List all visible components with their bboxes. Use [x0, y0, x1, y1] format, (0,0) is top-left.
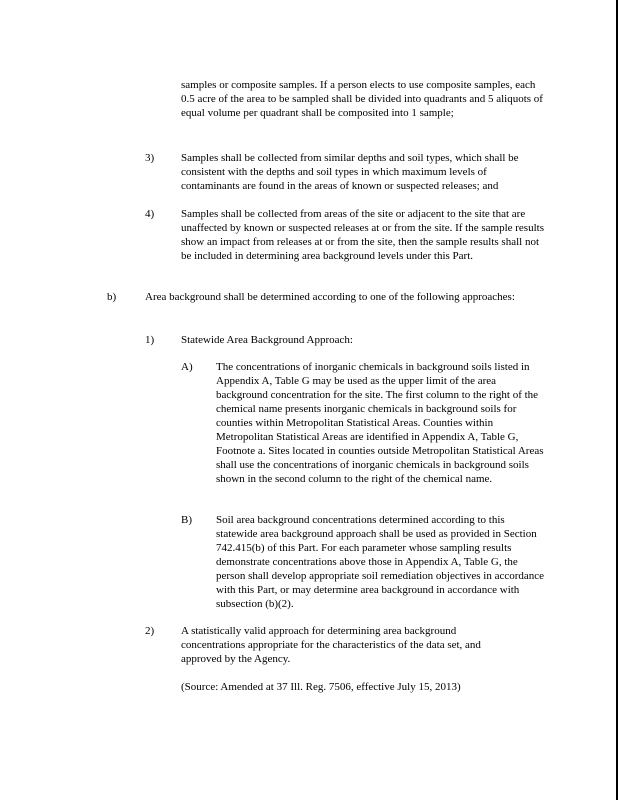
intro-paragraph: samples or composite samples. If a person elects to use composite samples, each 0.5 acre of the area to be sampled shall be divided into quadrants and 5 aliquots of equal volume per quadrant shall be composited into 1 sample;	[181, 79, 543, 119]
item-b1-text: Statewide Area Background Approach:	[181, 334, 353, 346]
item-4-label: 4)	[145, 208, 155, 220]
item-4-text: Samples shall be collected from areas of the site or adjacent to the site that are unaffected by known or suspected releases at or from the site. If the sample results show an impact from releases at or from the site, then the sample results shall not be included in determining area background levels under this Part.	[181, 208, 544, 262]
item-3-text: Samples shall be collected from similar depths and soil types, which shall be consistent with the depths and soil types in which maximum levels of contaminants are found in the areas of known or suspected releases; and	[181, 152, 519, 192]
item-b1-label: 1)	[145, 334, 155, 346]
item-b2-label: 2)	[145, 625, 155, 637]
subsection-b-label: b)	[107, 291, 117, 303]
item-b1b-label: B)	[181, 514, 192, 526]
subsection-b-text: Area background shall be determined according to one of the following approaches:	[145, 291, 515, 303]
item-b2-text: A statistically valid approach for determining area background concentrations appropriate for the characteristics of the data set, and approved by the Agency.	[181, 625, 481, 665]
item-3-label: 3)	[145, 152, 155, 164]
item-b1a-text: The concentrations of inorganic chemicals in background soils listed in Appendix A, Table G may be used as the upper limit of the area background concentration for the site. The first column to the right of the chemical name presents inorganic chemicals in background soils for counties within Metropolitan Statistical Areas. Counties within Metropolitan Statistical Areas are identified in Appendix A, Table G, Footnote a. Sites located in counties outside Metropolitan Statistical Areas shall use the concentrations of inorganic chemicals in background soils shown in the second column to the right of the chemical name.	[216, 361, 544, 485]
item-b1b-text: Soil area background concentrations determined according to this statewide area background approach shall be used as provided in Section 742.415(b) of this Part. For each parameter whose sampling results demonstrate concentrations above those in Appendix A, Table G, the person shall develop appropriate soil remediation objectives in accordance with this Part, or may determine area background in accordance with subsection (b)(2).	[216, 514, 545, 610]
source-note: (Source: Amended at 37 Ill. Reg. 7506, effective July 15, 2013)	[181, 681, 461, 693]
item-b1a-label: A)	[181, 361, 193, 373]
